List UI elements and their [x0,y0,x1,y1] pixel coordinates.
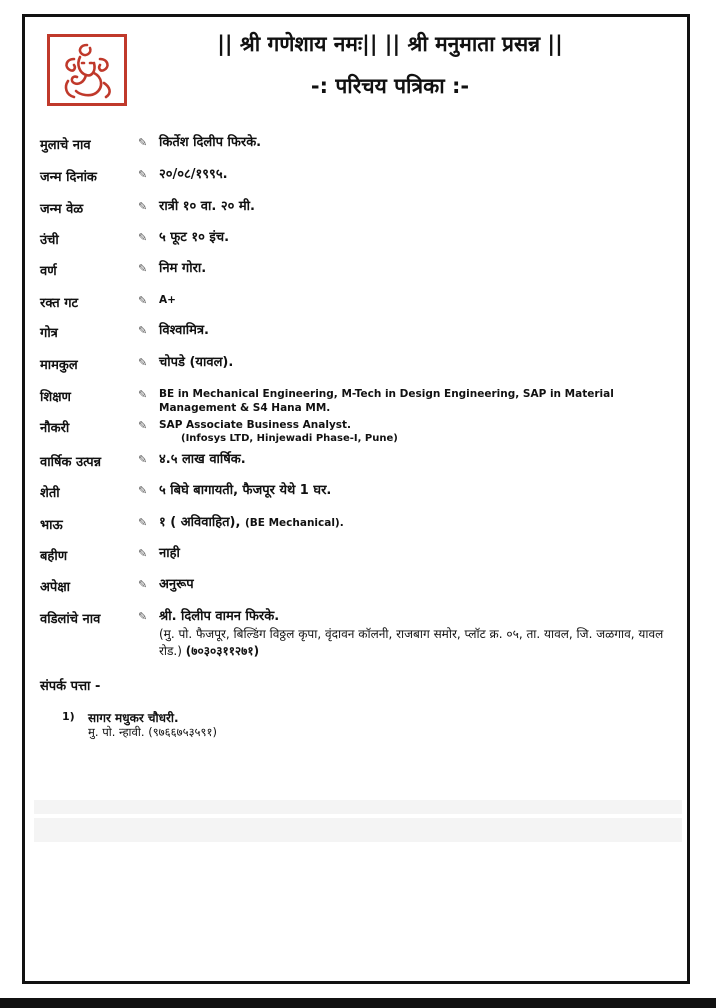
father-name: श्री. दिलीप वामन फिरके. [159,609,280,624]
ganesha-logo [47,34,127,106]
pen-icon: ✎ [138,200,148,213]
pen-icon: ✎ [138,547,148,560]
contact-address: मु. पो. न्हावी. (९७६६७५३५९१) [88,725,217,739]
field-value: ५ बिघे बागायती, फैजपूर येथे 1 घर. [159,483,332,498]
contact-name: सागर मधुकर चौधरी. [88,711,179,725]
brother-count: १ ( अविवाहित), [159,515,241,530]
document-title: -: परिचय पत्रिका :- [310,74,470,98]
pen-icon: ✎ [138,388,148,401]
field-value [159,418,679,446]
faint-stripe [34,818,682,842]
field-label: बहीण [40,549,68,564]
field-label: वडिलांचे नाव [40,612,101,627]
job-title: SAP Associate Business Analyst. [159,419,352,431]
father-address [159,626,679,660]
field-label: उंची [40,233,59,248]
field-label: जन्म वेळ [40,202,84,217]
ganesha-icon [50,37,124,103]
pen-icon: ✎ [138,262,148,275]
pen-icon: ✎ [138,453,148,466]
field-value: विश्वामित्र. [159,323,209,338]
field-label: वर्ण [40,264,57,279]
pen-icon: ✎ [138,516,148,529]
field-value: २०/०८/१९९५. [159,167,228,182]
pen-icon: ✎ [138,231,148,244]
field-label: मामकुल [40,358,78,373]
field-label: जन्म दिनांक [40,170,97,185]
field-label: वार्षिक उत्पन्न [40,455,102,470]
field-label: भाऊ [40,518,63,533]
field-value: निम गोरा. [159,261,207,276]
pen-icon: ✎ [138,294,148,307]
field-value [159,515,679,531]
contact-number: 1) [62,710,75,723]
field-value: ४.५ लाख वार्षिक. [159,452,246,467]
pen-icon: ✎ [138,356,148,369]
field-value [159,609,679,660]
pen-icon: ✎ [138,610,148,623]
field-value: किर्तेश दिलीप फिरके. [159,135,262,150]
field-label: अपेक्षा [40,580,71,595]
field-label: रक्त गट [40,296,79,311]
pen-icon: ✎ [138,578,148,591]
invocation-heading: || श्री गणेशाय नमः|| || श्री मनुमाता प्रसन्न || [217,32,563,56]
field-label: गोत्र [40,326,58,341]
father-phone: (७०३०३११२७१) [185,644,260,658]
field-value: ५ फूट १० इंच. [159,230,230,245]
employer: (Infosys LTD, Hinjewadi Phase-I, Pune) [181,433,398,444]
field-label: नौकरी [40,421,70,436]
bottom-edge-bar [0,998,716,1008]
field-value: BE in Mechanical Engineering, M-Tech in Design Engineering, SAP in Material Management & S4 Hana MM. [159,388,614,414]
field-label: शेती [40,486,60,501]
pen-icon: ✎ [138,136,148,149]
pen-icon: ✎ [138,324,148,337]
field-value: रात्री १० वा. २० मी. [159,199,255,214]
field-value: A+ [159,294,176,306]
contact-heading: संपर्क पत्ता - [40,679,101,694]
address-text: (मु. पो. फैजपूर, बिल्डिंग विठ्ठल कृपा, वृंदावन कॉलनी, राजबाग समोर, प्लॉट क्र. ०५, ता. यावल, जि. जळगाव, यावल रोड.) [159,627,664,658]
field-label: मुलाचे नाव [40,138,91,153]
brother-education: (BE Mechanical). [244,517,344,529]
field-label: शिक्षण [40,390,71,405]
faint-stripe [34,800,682,814]
pen-icon: ✎ [138,168,148,181]
field-value: नाही [159,546,180,561]
pen-icon: ✎ [138,484,148,497]
pen-icon: ✎ [138,419,148,432]
field-value: अनुरूप [159,577,194,592]
field-value: चोपडे (यावल). [159,355,234,370]
